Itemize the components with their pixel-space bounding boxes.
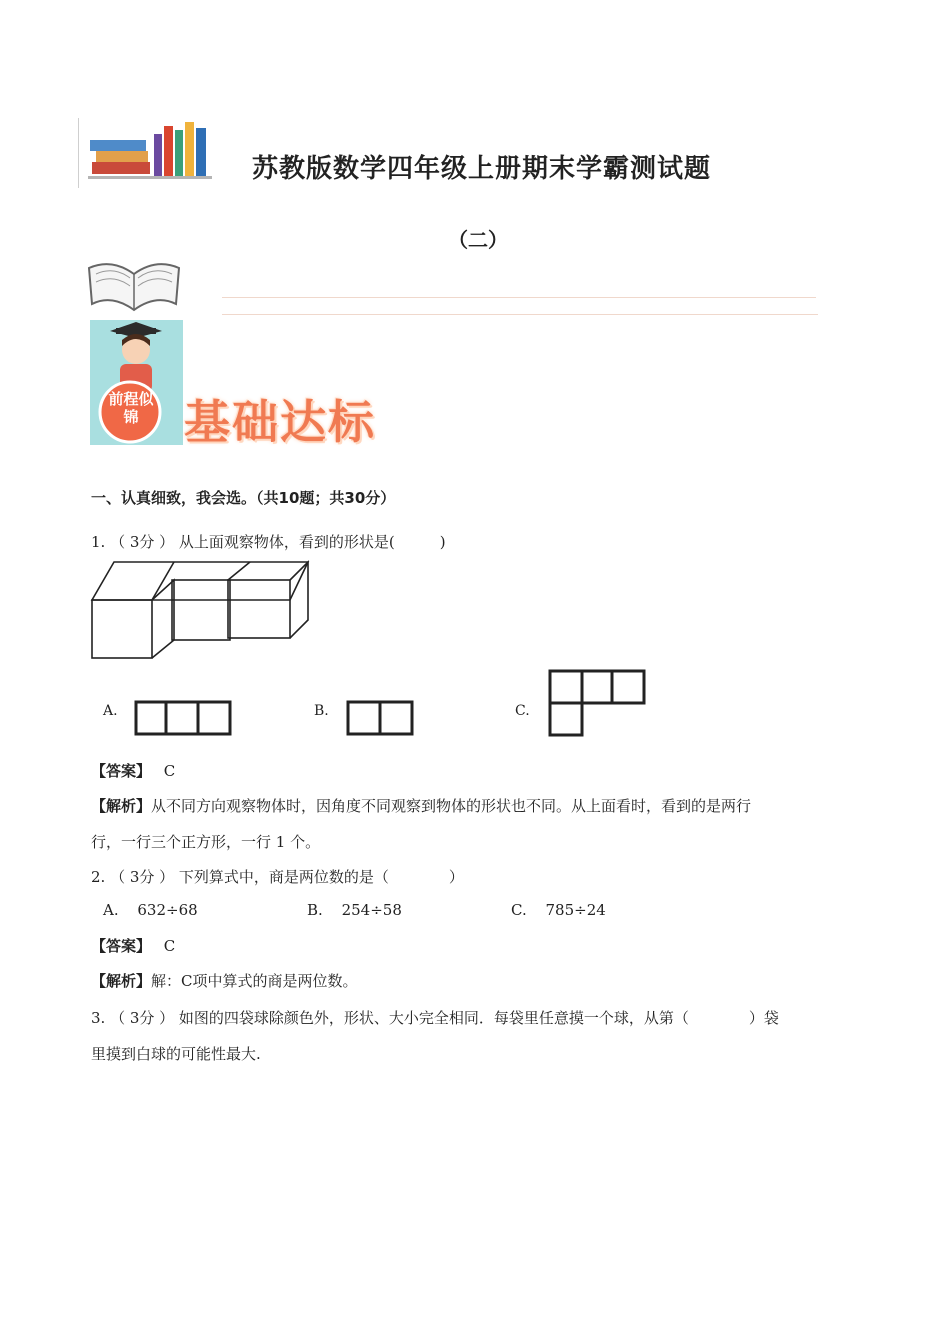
q1-analysis-line1: 从不同方向观察物体时，因角度不同观察到物体的形状也不同。从上面看时，看到的是两行	[151, 797, 752, 815]
header-rule-2	[222, 314, 818, 315]
q1-answer	[91, 760, 175, 781]
section-heading: 一、认真细致，我会选。（共10题；共30分）	[91, 489, 396, 507]
badge-text: 前程似锦	[108, 390, 154, 426]
open-book-icon	[84, 254, 184, 316]
q2-option-a-label: A.	[103, 901, 119, 919]
q2-analysis	[91, 970, 358, 991]
q1-option-a-figure[interactable]	[134, 700, 232, 736]
q2-analysis-text: 解：C项中算式的商是两位数。	[151, 972, 358, 990]
q2-option-c-label: C.	[511, 901, 527, 919]
graduate-kid-icon	[90, 320, 183, 445]
q2-answer-value: C	[163, 937, 176, 955]
q3-stem-line1: 3. （ 3分 ） 如图的四袋球除颜色外，形状、大小完全相同．每袋里任意摸一个球，从第（ ）袋	[91, 1009, 779, 1027]
q1-option-b-label: B.	[314, 703, 329, 719]
document-title: 苏教版数学四年级上册期末学霸测试题	[252, 154, 712, 184]
q1-option-c-label: C.	[515, 703, 530, 719]
q2-option-a[interactable]	[103, 901, 198, 919]
q1-option-c-figure[interactable]	[548, 669, 646, 737]
q2-option-c-text: 785÷24	[545, 901, 606, 919]
q2-stem: 2. （ 3分 ） 下列算式中，商是两位数的是（ ）	[91, 868, 464, 886]
q2-option-b-text: 254÷58	[341, 901, 402, 919]
q1-option-a-label: A.	[103, 703, 118, 719]
q2-option-b[interactable]	[307, 901, 402, 919]
q2-option-c[interactable]	[511, 901, 606, 919]
q1-analysis-line2: 行，一行三个正方形，一行 1 个。	[91, 833, 321, 851]
header-rule-1	[222, 297, 816, 298]
q1-answer-value: C	[163, 762, 176, 780]
q1-figure	[90, 560, 312, 662]
q1-option-b-figure[interactable]	[346, 700, 414, 736]
q1-analysis-tag: 【解析】	[91, 797, 152, 815]
banner-heading: 基础达标	[184, 395, 376, 449]
q1-stem: 1. （ 3分 ） 从上面观察物体，看到的形状是( )	[91, 533, 446, 551]
q2-answer	[91, 935, 175, 956]
header-divider	[78, 118, 79, 188]
document-subtitle: （二）	[448, 228, 508, 252]
q3-stem-line2: 里摸到白球的可能性最大.	[91, 1045, 261, 1063]
q2-answer-tag: 【答案】	[91, 937, 152, 955]
q2-analysis-tag: 【解析】	[91, 972, 152, 990]
q1-answer-tag: 【答案】	[91, 762, 152, 780]
q1-analysis	[91, 795, 751, 816]
q2-option-a-text: 632÷68	[137, 901, 198, 919]
books-icon	[88, 120, 212, 180]
q2-option-b-label: B.	[307, 901, 323, 919]
